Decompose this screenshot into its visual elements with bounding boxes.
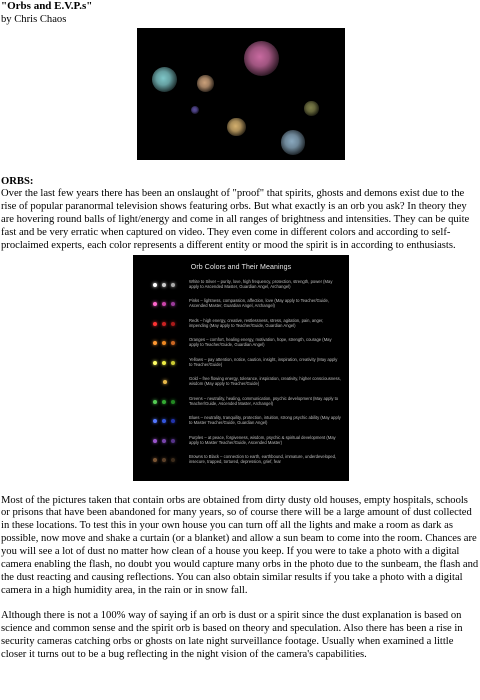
color-dot bbox=[162, 419, 166, 423]
color-dots bbox=[145, 283, 185, 289]
article-byline: by Chris Chaos bbox=[1, 14, 67, 25]
color-dots bbox=[145, 439, 185, 445]
color-dot bbox=[162, 439, 166, 443]
article bbox=[1, 0, 479, 661]
chart-row bbox=[133, 454, 349, 474]
chart-row bbox=[133, 376, 349, 396]
orb-6 bbox=[304, 101, 319, 116]
chart-row bbox=[133, 279, 349, 299]
color-dots bbox=[145, 400, 185, 406]
orb-7 bbox=[191, 106, 199, 114]
color-dot bbox=[153, 341, 157, 345]
color-dot bbox=[153, 283, 157, 287]
color-dot bbox=[162, 361, 166, 365]
chart-row-text: White to Silver – purity, love, high frequency, protection, strength, power (May apply to Ascended Master, Guardian Angel, Archangel) bbox=[189, 278, 333, 289]
color-dots bbox=[145, 419, 185, 425]
color-dot bbox=[162, 400, 166, 404]
chart-row-text: Purples – at peace, forgiveness, wisdom, psychic & spiritual development (May apply to Master Teacher/Guide, Ascended Master) bbox=[189, 434, 336, 445]
color-dot bbox=[171, 400, 175, 404]
chart-row bbox=[133, 298, 349, 318]
chart-row bbox=[133, 337, 349, 357]
color-dots bbox=[145, 380, 185, 386]
chart-row bbox=[133, 435, 349, 455]
orb-4 bbox=[281, 130, 306, 155]
color-dot bbox=[162, 302, 166, 306]
chart-row-text: Browns to Black – connection to earth, earthbound, immature, underdeveloped, insecure, trapped, tortured, depression, grief, fear bbox=[189, 454, 337, 465]
chart-row bbox=[133, 318, 349, 338]
chart-row-text: Gold – free flowing energy, tolerance, inspiration, creativity, higher consciousness, wisdom (May apply to Teacher/Guide) bbox=[189, 376, 341, 387]
color-dots bbox=[145, 361, 185, 367]
color-dot bbox=[162, 458, 166, 462]
section-heading-orbs: ORBS: bbox=[1, 176, 34, 187]
color-dots bbox=[145, 322, 185, 328]
color-dots bbox=[145, 302, 185, 308]
color-dot bbox=[171, 361, 175, 365]
chart-row-text: Yellows – pay attention, notice, caution, insight, inspiration, creativity (May apply to Teacher/Guide) bbox=[189, 356, 338, 367]
chart-row bbox=[133, 396, 349, 416]
color-dot bbox=[153, 322, 157, 326]
color-dot bbox=[153, 439, 157, 443]
color-dot bbox=[171, 283, 175, 287]
color-dot bbox=[153, 419, 157, 423]
chart-row bbox=[133, 415, 349, 435]
chart-title: Orb Colors and Their Meanings bbox=[190, 263, 292, 271]
orb-2 bbox=[244, 41, 279, 76]
orb-photo bbox=[137, 28, 345, 160]
chart-row-text: Reds – high energy, creative, restlessness, stress, agitation, pain, anger, impending (May apply to Teacher/Guide, Guardian Angel) bbox=[189, 317, 324, 328]
orb-5 bbox=[227, 118, 246, 137]
color-dot bbox=[162, 322, 166, 326]
color-dot bbox=[171, 322, 175, 326]
color-dot bbox=[171, 439, 175, 443]
color-dot bbox=[153, 458, 157, 462]
color-dots bbox=[145, 341, 185, 347]
chart-row-text: Blues – neutrality, tranquility, protection, intuition, strong psychic ability (May apply to Master Teacher/Guide, Guardian Angel) bbox=[189, 415, 341, 426]
color-dot bbox=[171, 302, 175, 306]
chart-row bbox=[133, 357, 349, 377]
orb-color-chart bbox=[133, 255, 349, 481]
color-dot bbox=[153, 302, 157, 306]
color-dot bbox=[162, 341, 166, 345]
orb-3 bbox=[197, 75, 214, 92]
article-title: "Orbs and E.V.P.s" bbox=[1, 0, 93, 12]
chart-row-text: Oranges – comfort, healing energy, motivation, hope, strength, courage (May apply to Teacher/Guide, Guardian Angel) bbox=[189, 337, 332, 348]
color-chart-container bbox=[1, 255, 479, 481]
color-dot bbox=[163, 380, 167, 384]
color-dot bbox=[162, 283, 166, 287]
color-dots bbox=[145, 458, 185, 464]
paragraph-dust: Most of the pictures taken that contain orbs are obtained from dirty dusty old houses, empty hospitals, schools or prisons that have been abandoned for many years, so of course there will be a large amount of dust collected in these locations. To test this in your own house you can turn off all the lights and make a room as dark as possible, now move and shake a curtain (or a blanket) and allow a sun beam to come into the room. Chances are you will see a lot of dust no matter how clean of a house you keep. If you were to take a photo with a digital camera enabling the flash, no doubt you would capture many orbs in the photo due to the sunbeam, the flash and the dust reacting and causing reflections. You can also obtain similar results if you take a photo with a digital camera in a high humidity area, in the rain or in snow fall. bbox=[1, 494, 479, 596]
color-dot bbox=[171, 341, 175, 345]
color-dot bbox=[171, 458, 175, 462]
orb-1 bbox=[152, 67, 177, 92]
paragraph-conclusion: Although there is not a 100% way of saying if an orb is dust or a spirit since the dust explanation is based on science and common sense and the spirit orb is based on theory and speculation. Also there has been a rise in security cameras catching orbs or ghosts on late night surveillance footage. Usually when examined a little closer it turns out to be a bug reflecting in the night vision of the camera's capabilities. bbox=[1, 609, 463, 660]
orb-photo-container bbox=[1, 28, 480, 160]
chart-row-text: Greens – neutrality, healing, communication, psychic development (May apply to Teacher/Guide, Ascended Master, Archangel) bbox=[189, 395, 339, 406]
color-dot bbox=[153, 400, 157, 404]
color-dot bbox=[171, 419, 175, 423]
paragraph-intro: Over the last few years there has been an onslaught of "proof" that spirits, ghosts and demons exist due to the rise of popular paranormal television shows featuring orbs. But what exactly is an orb you ask? In theory they are hovering round balls of light/energy and come in all ranges of brightness and intensities. They can be quite fast and be very erratic when captured on video. They even come in different colors and according to self-proclaimed experts, each color represents a different entity or mood the spirit is in according to enthusiasts. bbox=[1, 188, 470, 251]
color-dot bbox=[153, 361, 157, 365]
chart-row-text: Pinks – lightness, compassion, affection, love (May apply to Teacher/Guide, Ascended Master, Guardian Angel, Archangel) bbox=[189, 298, 329, 309]
